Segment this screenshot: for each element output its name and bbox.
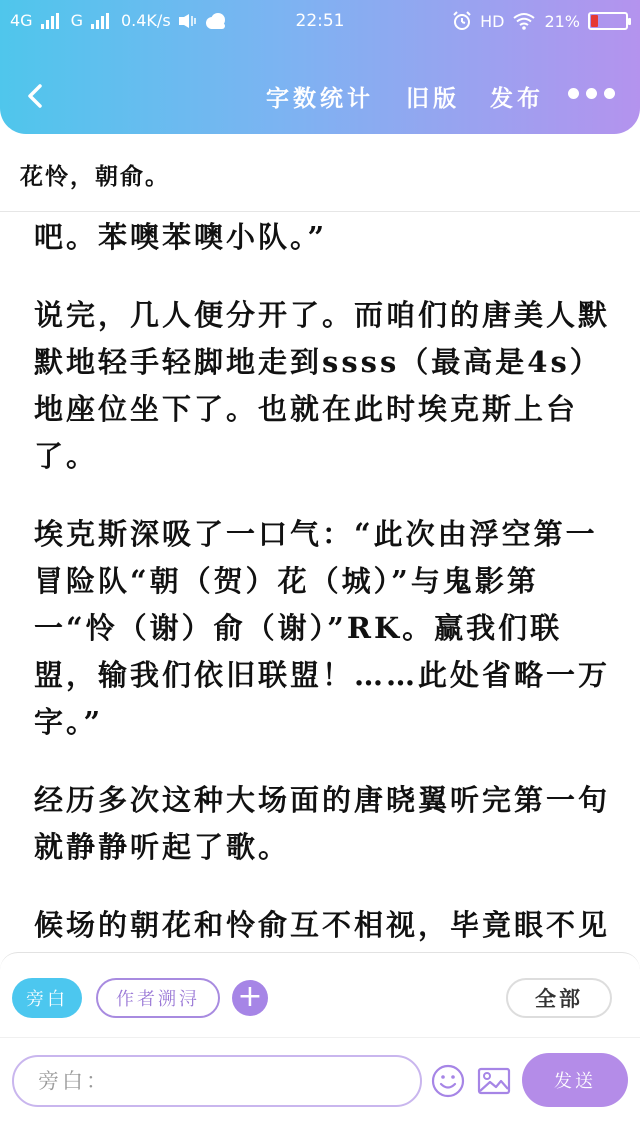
back-arrow-icon[interactable]: [18, 78, 54, 114]
status-bar: [0, 0, 640, 44]
network-type-2: G: [70, 11, 83, 30]
emoji-icon[interactable]: [430, 1063, 466, 1099]
role-chip-narration[interactable]: 旁白: [12, 978, 82, 1018]
word-count-button[interactable]: 字数统计: [266, 86, 374, 112]
status-right: [452, 11, 628, 31]
more-dot-icon: [586, 88, 597, 99]
alarm-icon: [452, 11, 472, 31]
paragraph: 埃克斯深吸了一口气：“此次由浮空第一冒险队“朝（贺）花（城）”与鬼影第一“怜（谢）俞（谢）”RK。赢我们联盟，输我们依旧联盟！……此处省略一万字。”: [34, 517, 611, 739]
chapter-title-row: [0, 134, 640, 212]
battery-icon: [588, 12, 628, 30]
divider: [0, 1037, 640, 1038]
message-input[interactable]: [12, 1055, 422, 1107]
all-roles-button[interactable]: 全部: [506, 978, 612, 1018]
app-header: [0, 0, 640, 134]
more-menu-button[interactable]: [568, 88, 615, 99]
more-dot-icon: [604, 88, 615, 99]
role-selector: [0, 973, 640, 1023]
input-row: [0, 1053, 640, 1109]
old-version-button[interactable]: 旧版: [406, 86, 460, 112]
chapter-title[interactable]: 花怜，朝俞。: [20, 163, 170, 190]
battery-fill: [591, 15, 598, 27]
paragraph: 经历多次这种大场面的唐晓翼听完第一句就静静听起了歌。: [34, 783, 611, 864]
status-time: 22:51: [295, 11, 345, 31]
add-role-button[interactable]: +: [232, 980, 268, 1016]
publish-button[interactable]: 发布: [490, 86, 544, 112]
network-type-1: 4G: [10, 11, 33, 30]
top-nav: [0, 64, 640, 124]
paragraph: 吧。苯噢苯噢小队。”: [34, 220, 328, 254]
paragraph: 候场的朝花和怜俞互不相视，毕竟眼不见: [34, 908, 611, 942]
hd-label: HD: [480, 11, 505, 31]
image-icon[interactable]: [476, 1063, 512, 1099]
wifi-icon: [512, 12, 536, 30]
network-speed: 0.4K/s: [120, 11, 171, 30]
more-dot-icon: [568, 88, 579, 99]
composer-panel: [0, 952, 640, 1138]
paragraph: 说完，几人便分开了。而咱们的唐美人默默地轻手轻脚地走到ssss（最高是4s）地座位坐下了。也就在此时埃克斯上台了。: [34, 298, 611, 473]
send-button[interactable]: 发送: [522, 1053, 628, 1107]
story-content[interactable]: [34, 214, 614, 1027]
role-chip-author[interactable]: 作者溯浔: [96, 978, 220, 1018]
battery-text: 21%: [544, 11, 580, 31]
